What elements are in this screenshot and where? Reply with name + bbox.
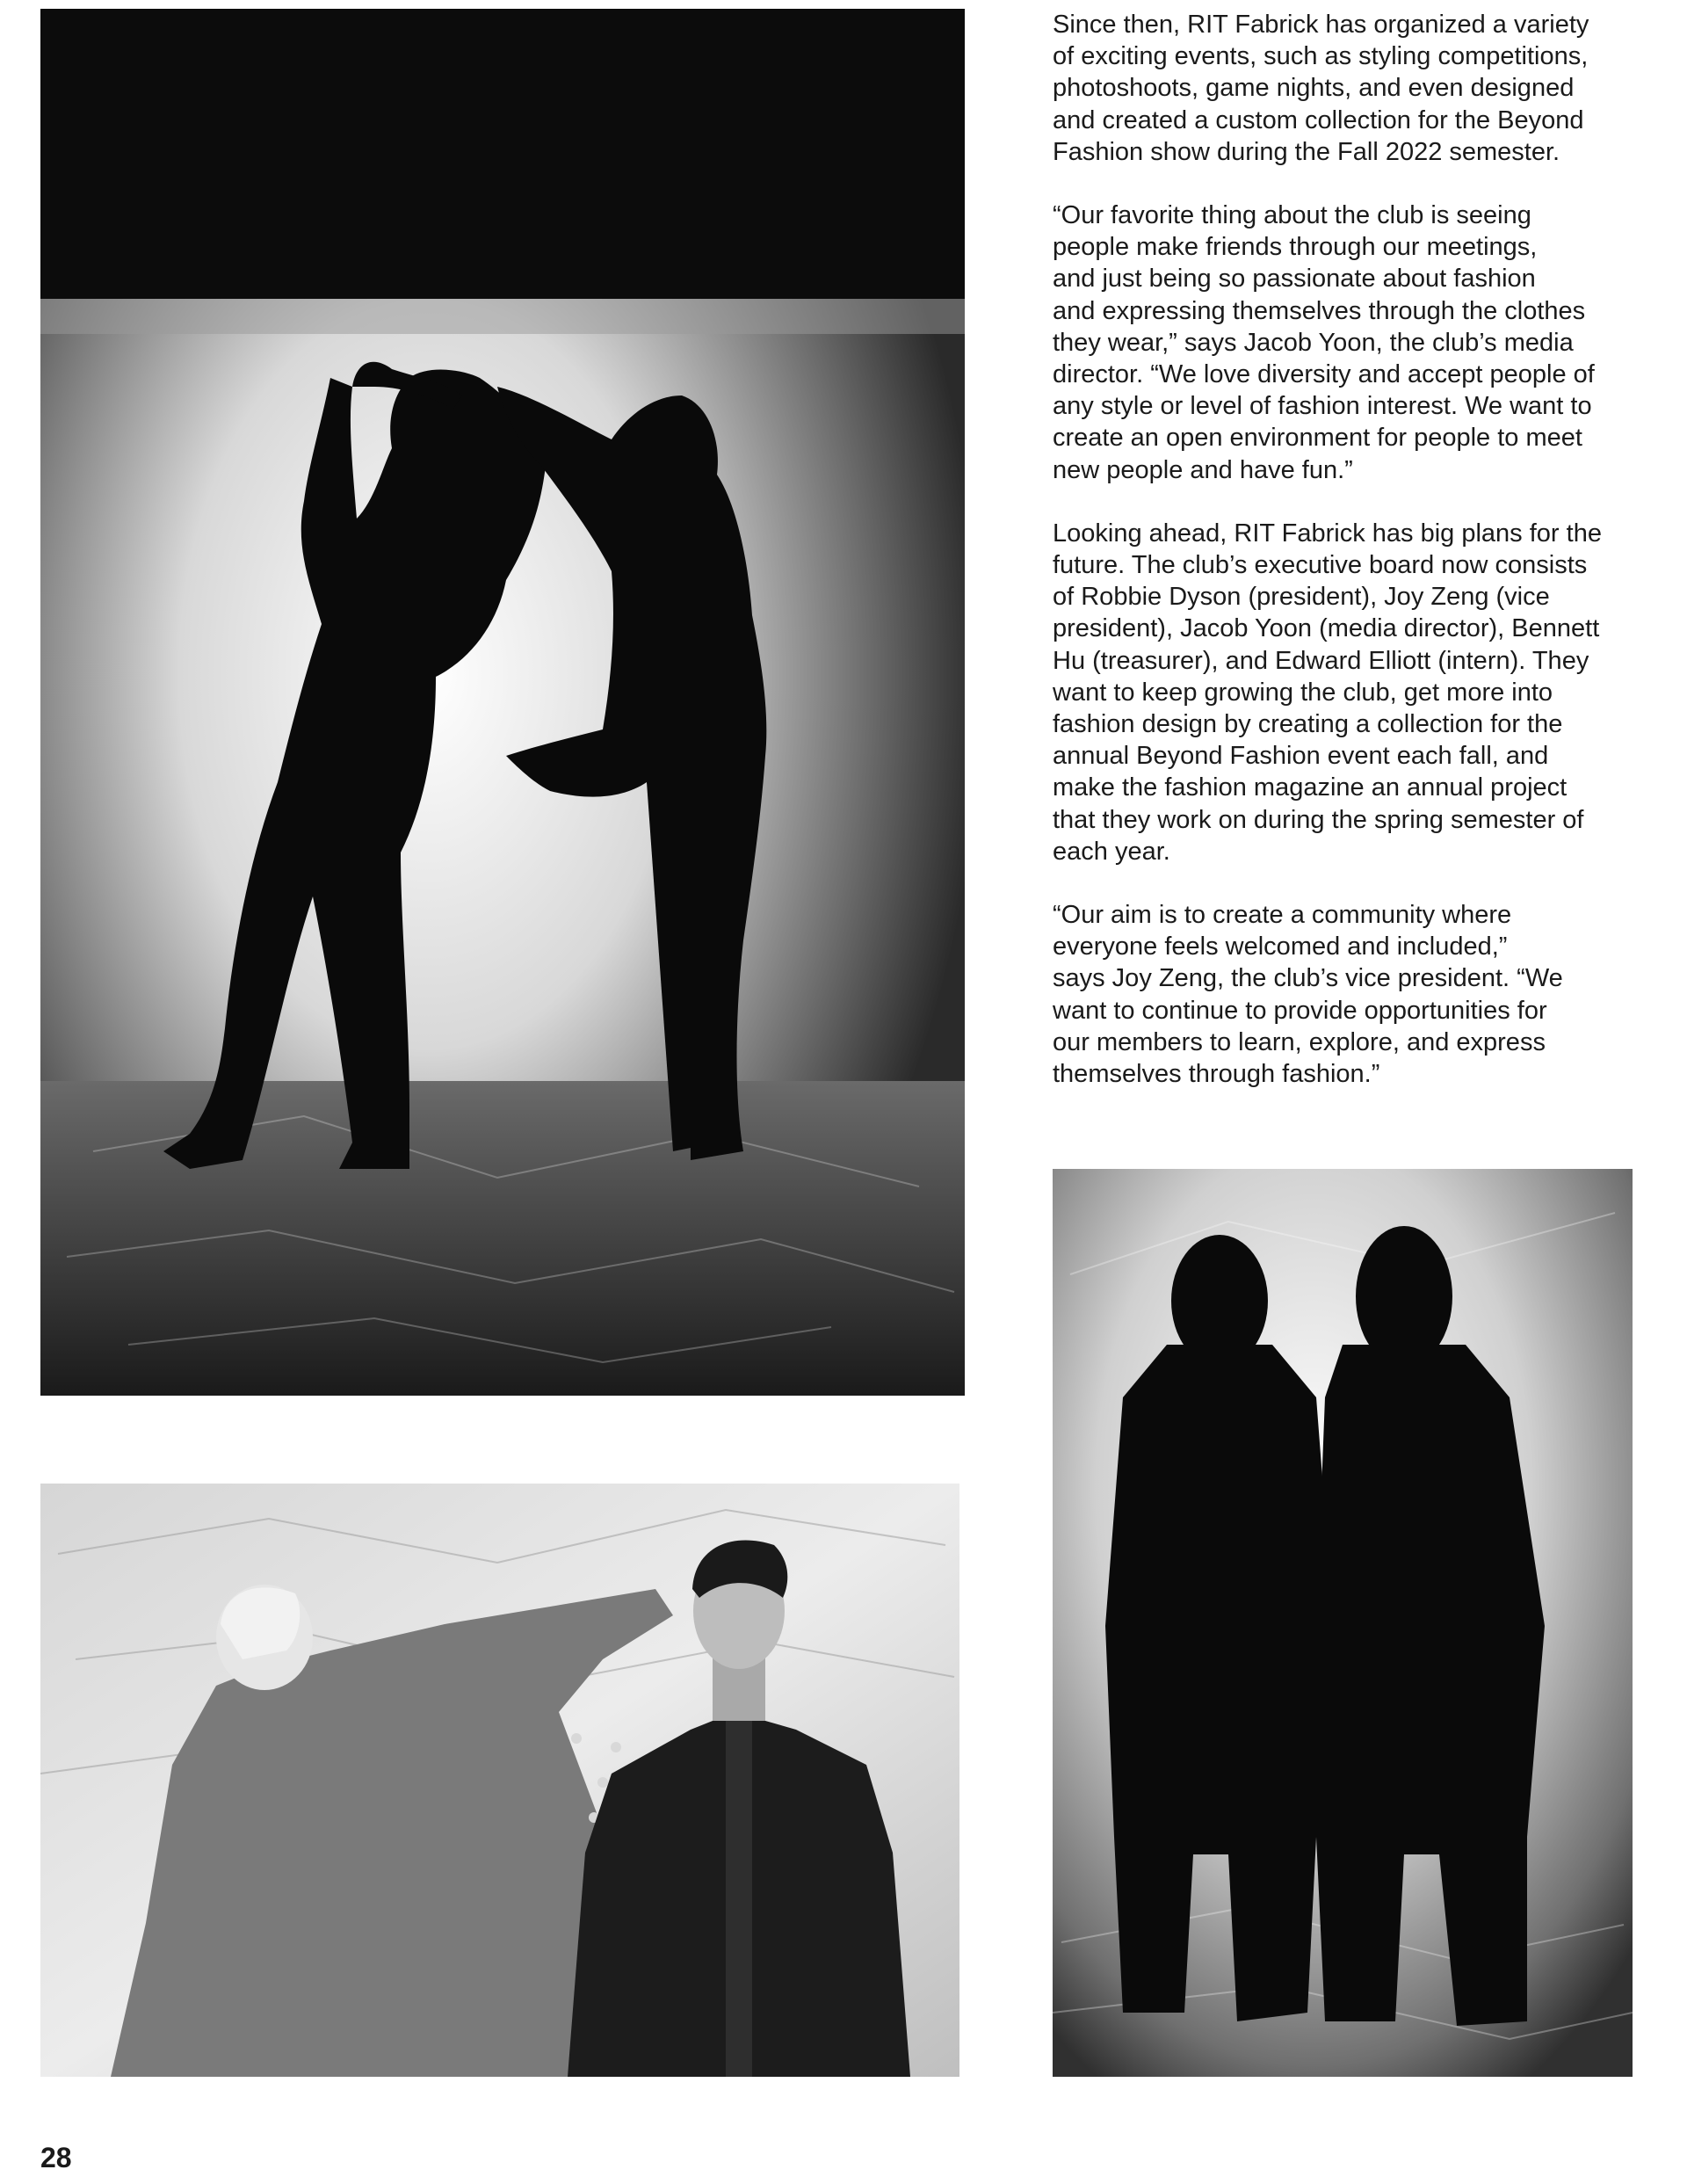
article-paragraph-1: Since then, RIT Fabrick has organized a variety of exciting events, such as styling competitions, photoshoots, game nights, and even designed and created a custom collection for the Beyond Fashion show during the Fall 2022 semester.: [1053, 11, 1589, 166]
page-number: 28: [40, 2142, 72, 2173]
two-silhouettes-photo: [1053, 1169, 1633, 2077]
article-paragraph-3: Looking ahead, RIT Fabrick has big plans for the future. The club’s executive board now consists of Robbie Dyson (president), Joy Zeng (vice president), Jacob Yoon (media director), Bennett Hu (treasurer), and Edward Elliott (intern). They want to keep growing the club, get more into fashion design by creating a collection for the annual Beyond Fashion event each fall, and make the fashion magazine an annual project that they work on during the spring semester of each year.: [1053, 519, 1602, 866]
article-body: [1053, 9, 1668, 1121]
cape-portrait-photo: [40, 1484, 959, 2077]
silhouette-arch-photo: [40, 9, 965, 1396]
article-paragraph-2: “Our favorite thing about the club is seeing people make friends through our meetings, and just being so passionate about fashion and expressing themselves through the clothes they wear,” says Jacob Yoon, the club’s media director. “We love diversity and accept people of any style or level of fashion interest. We want to create an open environment for people to meet new people and have fun.”: [1053, 201, 1595, 484]
article-paragraph-4: “Our aim is to create a community where everyone feels welcomed and included,” says Joy Zeng, the club’s vice president. “We want to continue to provide opportunities for our members to learn, explore, and express themselves through fashion.”: [1053, 901, 1563, 1089]
